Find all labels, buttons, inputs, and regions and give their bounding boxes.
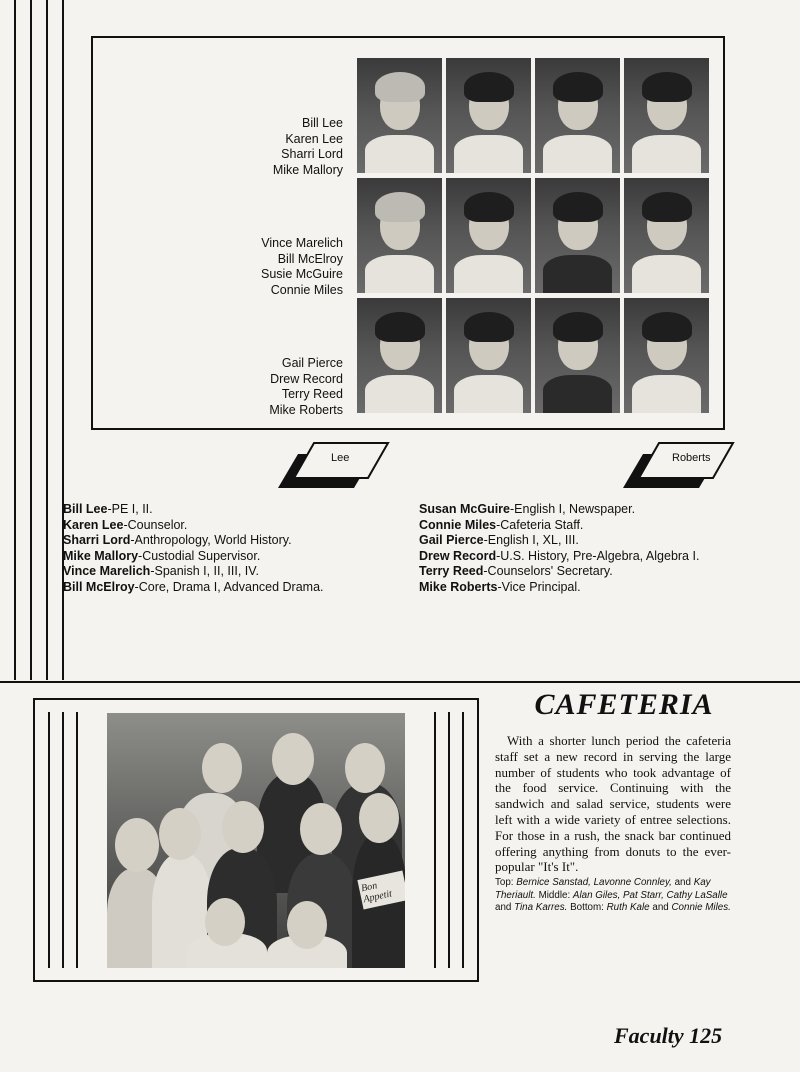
bio-name: Bill McElroy [63,579,135,594]
bio-name: Vince Marelich [63,564,151,578]
name-list-row-3 [93,356,343,418]
cafeteria-staff-photo [107,713,405,968]
faculty-name: Drew Record [270,371,343,386]
portrait-photo [446,298,531,413]
frame-rule [48,712,50,968]
staff-face [345,743,385,793]
staff-face [287,901,327,949]
bio-detail: -Anthropology, World History. [130,533,292,547]
bio-entry [419,518,749,534]
bio-entry [63,518,383,534]
bio-name: Drew Record [419,548,497,563]
bio-name: Bill Lee [63,502,108,516]
faculty-name: Susie McGuire [261,267,343,281]
bio-detail: -Spanish I, II, III, IV. [150,564,259,578]
caption-bottom-label: Bottom: [570,902,604,913]
bio-detail: -Vice Principal. [497,579,581,594]
bio-detail: -Custodial Supervisor. [138,548,261,563]
bio-name: Sharri Lord [63,533,131,547]
name-list-row-2 [93,236,343,298]
faculty-name: Mike Mallory [272,162,343,177]
caption-and: and [652,902,669,913]
frame-rule [62,712,64,968]
staff-face [272,733,314,785]
faculty-name: Mike Roberts [269,402,343,417]
caption-names: Kay Theriault. [495,877,711,901]
staff-face [300,803,342,855]
caption-names: Connie Miles. [671,902,731,913]
faculty-name: Karen Lee [285,131,343,146]
bio-entry [63,533,383,549]
bio-name: Mike Roberts [419,579,498,594]
bio-detail: -English I, Newspaper. [510,502,636,516]
bio-detail: -Core, Drama I, Advanced Drama. [134,579,324,594]
bio-name: Connie Miles [419,517,497,532]
frame-rule [76,712,78,968]
margin-rule [46,0,48,680]
bio-entry [63,564,383,580]
faculty-name: Bill Lee [302,116,343,130]
cafeteria-body: With a shorter lunch period the cafeteria staff set a new record in serving the large number of students who took advantage of the food service. Continuing with the sandwich and salad service, students were left with a wide variety of entree selections. For those in a rush, the snack bar continued offering anything from donuts to the ever-popular "It's It". [495,733,731,875]
bio-entry [63,580,383,596]
caption-names: Bernice Sanstad, Lavonne Connley, [516,877,672,888]
photo-caption [495,877,731,915]
portrait-photo [357,178,442,293]
margin-rule [30,0,32,680]
caption-names: Ruth Kale [606,902,650,913]
portrait-photo [535,178,620,293]
bio-entry [419,502,749,518]
bio-name: Mike Mallory [63,548,139,563]
page-folio: Faculty 125 [614,1023,723,1048]
caption-top-label: Top: [495,877,514,888]
bio-detail: -English I, XL, III. [483,533,579,547]
caption-names: Alan Giles, Pat Starr, Cathy LaSalle [572,889,728,901]
staff-face [205,898,245,946]
faculty-name: Sharri Lord [281,147,343,161]
name-list-row-1 [93,116,343,178]
caption-and: and [495,902,512,913]
portrait-photo [624,298,709,413]
caption-names: Tina Karres. [514,902,568,913]
bio-entry [419,533,749,549]
portrait-photo [357,58,442,173]
first-name-tag: Lee [331,452,350,464]
frame-rule [448,712,450,968]
staff-face [359,793,399,843]
bio-name: Susan McGuire [419,502,510,516]
caption-middle-label: Middle: [538,889,571,901]
last-name-tag: Roberts [672,452,711,464]
frame-rule [434,712,436,968]
portrait-photo [535,298,620,413]
caption-and: and [674,877,691,888]
bio-entry [63,502,383,518]
staff-face [202,743,242,793]
bio-column-left [63,502,383,595]
bio-entry [419,549,749,565]
faculty-name: Connie Miles [270,282,343,297]
faculty-name: Terry Reed [281,387,343,401]
faculty-name: Vince Marelich [261,236,343,250]
bio-detail: -Counselors' Secretary. [483,564,613,578]
section-divider [0,681,800,683]
faculty-name: Bill McElroy [277,251,343,266]
bio-name: Gail Pierce [419,533,484,547]
bio-name: Terry Reed [419,564,484,578]
portrait-grid [357,58,709,415]
portrait-photo [624,178,709,293]
bio-detail: -PE I, II. [107,502,153,516]
bio-entry [63,549,383,565]
staff-face [159,808,201,860]
portrait-photo [357,298,442,413]
bio-column-right [419,502,749,595]
portrait-photo [446,58,531,173]
portrait-photo [446,178,531,293]
bio-entry [419,564,749,580]
last-name-tag-graphic [619,440,739,492]
staff-face [222,801,264,853]
frame-rule [462,712,464,968]
bio-entry [419,580,749,596]
portrait-photo [624,58,709,173]
bio-detail: -Cafeteria Staff. [496,517,584,532]
apron-lettering: Bon Appetit [357,871,405,910]
portrait-photo [535,58,620,173]
bio-detail: -Counselor. [123,517,188,532]
cafeteria-title: CAFETERIA [534,688,714,721]
first-name-tag-graphic [274,440,394,492]
bio-name: Karen Lee [63,517,124,532]
staff-face [115,818,159,872]
faculty-name: Gail Pierce [281,356,343,370]
margin-rule [14,0,16,680]
bio-detail: -U.S. History, Pre-Algebra, Algebra I. [496,548,700,563]
